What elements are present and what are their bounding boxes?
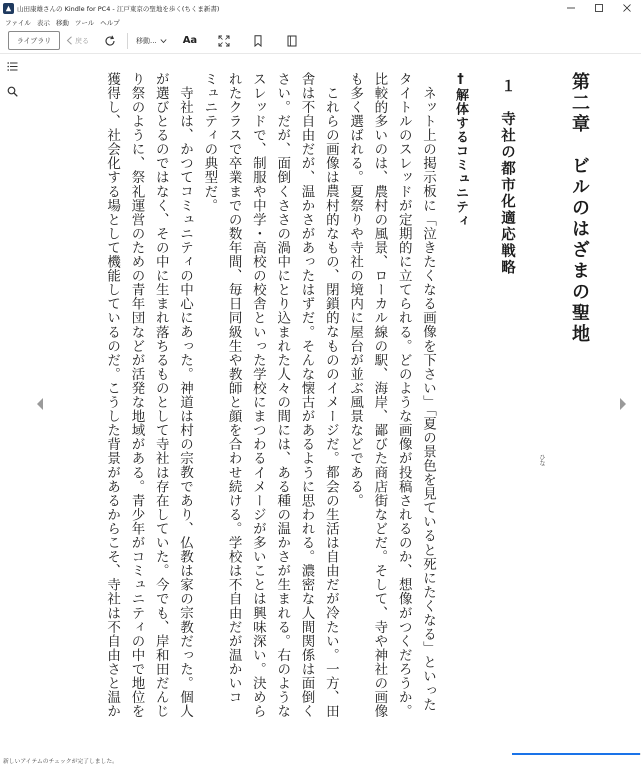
notebook-button[interactable] — [285, 34, 299, 48]
spacer — [470, 72, 492, 82]
search-button[interactable] — [6, 85, 18, 97]
chevron-down-icon — [160, 38, 167, 44]
kindle-app-icon — [3, 3, 14, 14]
spacer — [518, 72, 552, 82]
maximize-button[interactable] — [585, 0, 613, 16]
reading-progress-fill — [512, 753, 640, 755]
ruby-annotation: ひな — [538, 454, 545, 466]
font-settings-button[interactable]: Aa — [182, 35, 198, 46]
bookmark-button[interactable] — [251, 34, 265, 48]
window-controls — [557, 0, 641, 16]
reader-toolbar — [0, 28, 641, 54]
body-line: れたクラスで卒業までの数年間、毎日同級生や教師と顔を合わせ続ける。学校は不自由だが温かいコ — [225, 72, 242, 705]
chevron-left-icon — [36, 397, 44, 411]
reading-pane[interactable] — [60, 72, 592, 736]
search-icon — [7, 86, 18, 97]
body-line: スレッドで、制服や中学・高校の校舎といった学校にまつわるイメージが多いことは興味深い。決めら — [249, 72, 266, 719]
table-of-contents-icon — [7, 61, 18, 72]
goto-dropdown[interactable] — [136, 36, 167, 46]
body-line: り祭のように、祭礼運営のための青年団などが活発な地域がある。青少年がコミュニティの中で地位を — [128, 72, 145, 719]
body-line: 舎は不自由だが、温かさがあったはずだ。そんな懐古があるように思われる。濃密な人間関係は面倒く — [298, 72, 315, 719]
status-bar — [0, 753, 641, 768]
toolbar-divider — [127, 33, 128, 49]
menu-view[interactable]: 表示 — [36, 18, 50, 27]
subsection-title: †解体するコミュニティ — [453, 72, 468, 228]
close-button[interactable] — [613, 0, 641, 16]
section-title: １ 寺社の都市化適応戦略 — [499, 78, 516, 276]
body-line: これらの画像は農村的なもの、閉鎖的なもののイメージだ。都会の生活は自由だが冷たい。一方、田 — [322, 86, 339, 719]
status-message: 新しいアイテムのチェックが完了しました。 — [3, 759, 118, 765]
menu-go[interactable]: 移動 — [55, 18, 69, 27]
minimize-button[interactable] — [557, 0, 585, 16]
chevron-right-icon — [619, 397, 627, 411]
maximize-icon — [595, 4, 603, 12]
goto-label: 移動... — [136, 36, 157, 45]
chevron-left-icon — [66, 36, 73, 45]
menu-tools[interactable]: ツール — [74, 18, 95, 27]
notebook-icon — [286, 35, 298, 47]
body-line: ネット上の掲示板に「泣きたくなる画像を下さい」「夏の景色を見ていると死にたくなる」といった — [420, 86, 436, 712]
reading-progress-bar — [512, 753, 641, 755]
back-label: 戻る — [75, 36, 89, 45]
minimize-icon — [567, 4, 575, 12]
bookmark-icon — [252, 35, 264, 47]
body-line: タイトルのスレッドが定期的に立てられる。どのような画像が投稿されるのか、想像がつくだろうか。 — [395, 72, 412, 719]
next-page-button[interactable] — [618, 396, 628, 412]
body-line: さい。だが、面倒くささの渦中にとり込まれた人々の間には、ある種の温かさが生まれる。右のような — [274, 72, 291, 719]
left-rail — [0, 56, 24, 756]
sync-button[interactable] — [103, 34, 117, 48]
sync-icon — [104, 35, 116, 47]
chapter-title: 第二章 ビルのはざまの聖地 — [569, 72, 590, 345]
title-bar — [0, 0, 641, 16]
fullscreen-button[interactable] — [217, 34, 231, 48]
table-of-contents-button[interactable] — [6, 60, 18, 72]
menu-bar — [0, 16, 641, 28]
fullscreen-icon — [218, 35, 230, 47]
body-line: が選びとるのではなく、その中に生まれ落ちるものとして寺社は存在していた。今でも、岸和田だんじ — [152, 72, 169, 719]
body-line: 寺社は、かつてコミュニティの中心にあった。神道は村の宗教であり、仏教は家の宗教だった。個人 — [177, 86, 194, 719]
body-line: 獲得し、社会化する場として機能しているのだ。こうした背景があるからこそ、寺社は不自由さと温か — [104, 72, 121, 719]
menu-help[interactable]: ヘルプ — [100, 18, 120, 27]
close-icon — [623, 4, 631, 12]
body-line: ミュニティの典型だ。 — [201, 72, 218, 213]
back-button[interactable] — [66, 36, 89, 46]
spacer — [440, 72, 446, 82]
body-line: 比較的多いのは、農村の風景、ローカル線の駅、海岸、鄙びた商店街などだ。そして、寺や神社の画像 — [371, 72, 388, 719]
body-line: も多く選ばれる。夏祭りや寺社の境内に屋台が並ぶ風景などである。 — [347, 72, 364, 508]
window-title: 山田康雄さんの Kindle for PC4 - 江戸東京の聖地を歩く(ちくま新書) — [17, 4, 220, 13]
previous-page-button[interactable] — [35, 396, 45, 412]
library-button[interactable]: ライブラリ — [8, 31, 60, 50]
menu-file[interactable]: ファイル — [5, 18, 31, 27]
